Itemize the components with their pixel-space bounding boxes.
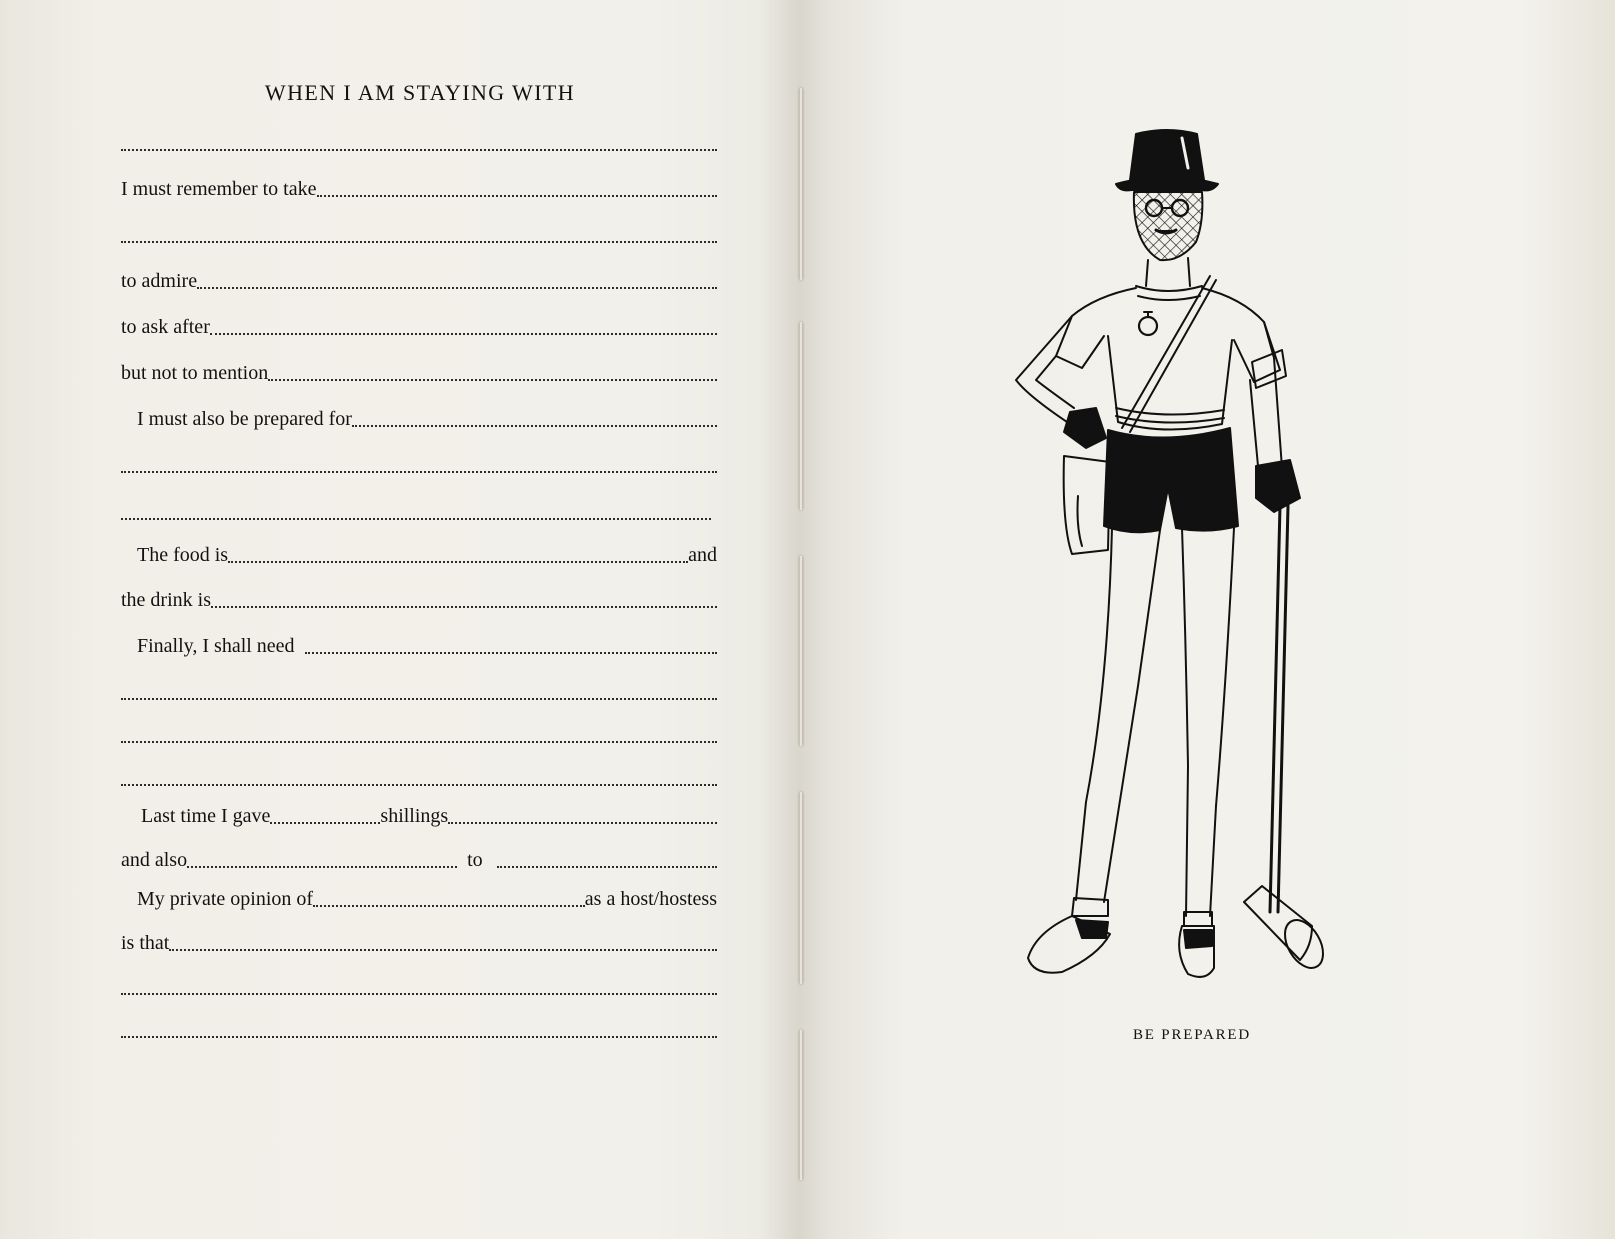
- binding-stitch: [799, 88, 803, 280]
- dotted-blank[interactable]: [121, 741, 717, 743]
- dotted-blank[interactable]: [448, 822, 717, 824]
- dotted-blank[interactable]: [270, 822, 380, 824]
- fill-in-line-not-mention[interactable]: [121, 358, 717, 386]
- right-page: [806, 0, 1615, 1239]
- fill-in-line-continuation[interactable]: [121, 220, 717, 248]
- fill-in-line-last-time[interactable]: [141, 801, 717, 829]
- form-label: is that: [121, 932, 170, 954]
- dotted-blank[interactable]: [352, 425, 717, 427]
- croquet-player-illustration: [1012, 126, 1372, 1026]
- dotted-blank[interactable]: [497, 866, 717, 868]
- fill-in-line-admire[interactable]: [121, 266, 717, 294]
- fill-in-line-continuation[interactable]: [121, 677, 717, 705]
- dotted-blank[interactable]: [121, 149, 717, 151]
- dotted-blank[interactable]: [187, 866, 457, 868]
- fill-in-line-continuation[interactable]: [121, 450, 717, 478]
- form-label: shillings: [380, 805, 449, 827]
- page-heading: WHEN I AM STAYING WITH: [264, 80, 576, 105]
- fill-in-line-remember-take[interactable]: [121, 174, 717, 202]
- fill-in-line-is-that[interactable]: [121, 928, 717, 956]
- form-label: to admire: [121, 270, 198, 292]
- fill-in-line-food[interactable]: [137, 540, 717, 568]
- fill-in-line-ask-after[interactable]: [121, 312, 717, 340]
- dotted-blank[interactable]: [169, 949, 717, 951]
- form-label: and also: [121, 849, 188, 871]
- dotted-blank[interactable]: [197, 287, 717, 289]
- fill-in-line-private-opinion[interactable]: [137, 884, 717, 912]
- dotted-blank[interactable]: [121, 471, 717, 473]
- dotted-blank[interactable]: [121, 698, 717, 700]
- form-label: but not to mention: [121, 362, 269, 384]
- fill-in-line-and-also[interactable]: [121, 845, 717, 873]
- fill-in-line-continuation[interactable]: [121, 763, 717, 791]
- dotted-blank[interactable]: [121, 784, 717, 786]
- form-label: I must remember to take: [121, 178, 317, 200]
- left-page: [0, 0, 800, 1239]
- form-label: to ask after: [121, 316, 210, 338]
- form-label: The food is: [137, 544, 229, 566]
- fill-in-line-continuation[interactable]: [121, 972, 717, 1000]
- dotted-blank[interactable]: [211, 606, 717, 608]
- form-label: Last time I gave: [141, 805, 271, 827]
- dotted-blank[interactable]: [121, 1036, 717, 1038]
- binding-stitch: [799, 322, 803, 510]
- fill-in-line-drink[interactable]: [121, 585, 717, 613]
- form-label: to: [467, 849, 483, 871]
- fill-in-line-continuation[interactable]: [121, 497, 711, 525]
- dotted-blank[interactable]: [121, 518, 711, 520]
- dotted-blank[interactable]: [317, 195, 718, 197]
- binding-stitch: [799, 1030, 803, 1180]
- form-label: the drink is: [121, 589, 211, 611]
- binding-stitch: [799, 792, 803, 984]
- form-label: as a host/hostess: [584, 888, 717, 910]
- dotted-blank[interactable]: [305, 652, 717, 654]
- dotted-blank[interactable]: [121, 993, 717, 995]
- form-label: I must also be prepared for: [137, 408, 352, 430]
- fill-in-line-prepared-for[interactable]: [137, 404, 717, 432]
- dotted-blank[interactable]: [313, 905, 585, 907]
- form-label: and: [688, 544, 717, 566]
- fill-in-line-continuation[interactable]: [121, 720, 717, 748]
- fill-in-line-finally-need[interactable]: [137, 631, 717, 659]
- fill-in-line-host[interactable]: [121, 128, 717, 156]
- form-label: My private opinion of: [137, 888, 314, 910]
- form-label: Finally, I shall need: [137, 635, 295, 657]
- illustration-caption: BE PREPARED: [1132, 1027, 1252, 1043]
- binding-stitch: [799, 556, 803, 746]
- dotted-blank[interactable]: [268, 379, 717, 381]
- fill-in-line-continuation[interactable]: [121, 1015, 717, 1043]
- dotted-blank[interactable]: [228, 561, 688, 563]
- dotted-blank[interactable]: [121, 241, 717, 243]
- dotted-blank[interactable]: [210, 333, 717, 335]
